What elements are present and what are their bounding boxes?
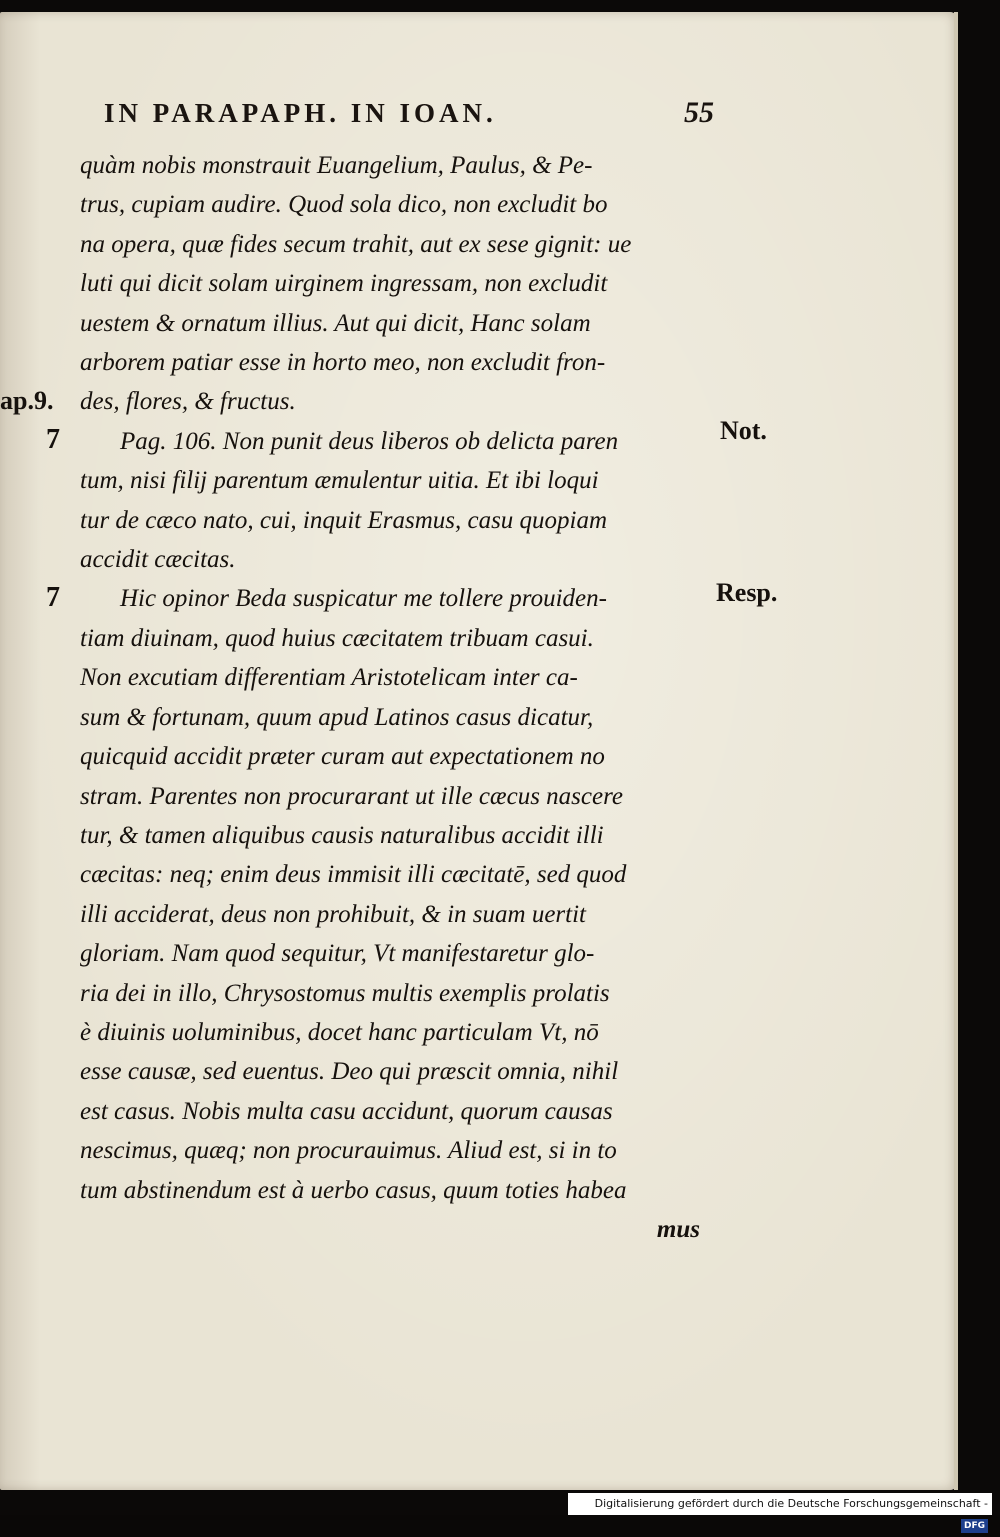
margin-note-not: Not. bbox=[720, 416, 767, 445]
text-line: quicquid accidit præter curam aut expectationem no bbox=[80, 743, 605, 771]
text-line: tum abstinendum est à uerbo casus, quum toties habea bbox=[80, 1176, 627, 1204]
text-line: tur de cæco nato, cui, inquit Erasmus, casu quopiam bbox=[80, 506, 608, 534]
text-line: ria dei in illo, Chrysostomus multis exemplis prolatis bbox=[80, 979, 610, 1007]
text-line: cæcitas: neq; enim deus immisit illi cæcitatē, sed quod bbox=[80, 861, 627, 889]
text-line: stram. Parentes non procurarant ut ille cæcus nascere bbox=[80, 782, 623, 810]
text-line: luti qui dicit solam uirginem ingressam, non excludit bbox=[80, 270, 608, 298]
running-head: IN PARAPAPH. IN IOAN. bbox=[104, 98, 497, 128]
text-line: illi acciderat, deus non prohibuit, & in suam uertit bbox=[80, 900, 586, 928]
text-line: est casus. Nobis multa casu accidunt, quorum causas bbox=[80, 1097, 613, 1125]
text-line: uestem & ornatum illius. Aut qui dicit, Hanc solam bbox=[80, 309, 591, 337]
text-line: Non excutiam differentiam Aristotelicam inter ca- bbox=[80, 664, 578, 692]
text-line: tur, & tamen aliquibus causis naturalibus accidit illi bbox=[80, 821, 604, 849]
text-line: è diuinis uoluminibus, docet hanc particulam Vt, nō bbox=[80, 1018, 599, 1046]
page-number: 55 bbox=[684, 96, 714, 129]
text-line: arborem patiar esse in horto meo, non excludit fron- bbox=[80, 349, 606, 377]
text-line: na opera, quæ fides secum trahit, aut ex sese gignit: ue bbox=[80, 230, 632, 258]
catchword: mus bbox=[656, 1215, 700, 1243]
text-line: accidit cæcitas. bbox=[80, 546, 236, 574]
digitization-footer bbox=[568, 1493, 992, 1531]
text-line: Hic opinor Beda suspicatur me tollere prouiden- bbox=[120, 585, 607, 613]
page-edge bbox=[954, 12, 958, 1490]
text-line: gloriam. Nam quod sequitur, Vt manifestaretur glo- bbox=[80, 940, 595, 968]
dfg-logo: DFG bbox=[961, 1519, 988, 1533]
body-text bbox=[80, 146, 720, 1249]
margin-number-2: 7 bbox=[46, 582, 60, 613]
footer-credit: Digitalisierung gefördert durch die Deutsche Forschungsgemeinschaft - bbox=[594, 1497, 988, 1510]
margin-chapter-ref: ap.9. bbox=[0, 386, 54, 415]
page-header bbox=[104, 96, 714, 140]
text-line: trus, cupiam audire. Quod sola dico, non excludit bo bbox=[80, 191, 608, 219]
text-line: Pag. 106. Non punit deus liberos ob delicta paren bbox=[120, 427, 619, 455]
text-line: des, flores, & fructus. bbox=[80, 388, 296, 416]
text-line: tiam diuinam, quod huius cæcitatem tribuam casui. bbox=[80, 624, 594, 652]
text-line: nescimus, quæq; non procurauimus. Aliud est, si in to bbox=[80, 1137, 617, 1165]
margin-number-1: 7 bbox=[46, 424, 60, 455]
text-line: sum & fortunam, quum apud Latinos casus dicatur, bbox=[80, 703, 594, 731]
margin-note-resp: Resp. bbox=[716, 578, 778, 607]
text-line: quàm nobis monstrauit Euangelium, Paulus, & Pe- bbox=[80, 152, 593, 179]
text-line: esse causæ, sed euentus. Deo qui præscit omnia, nihil bbox=[80, 1058, 619, 1086]
text-line: tum, nisi filij parentum æmulentur uitia. Et ibi loqui bbox=[80, 467, 599, 495]
